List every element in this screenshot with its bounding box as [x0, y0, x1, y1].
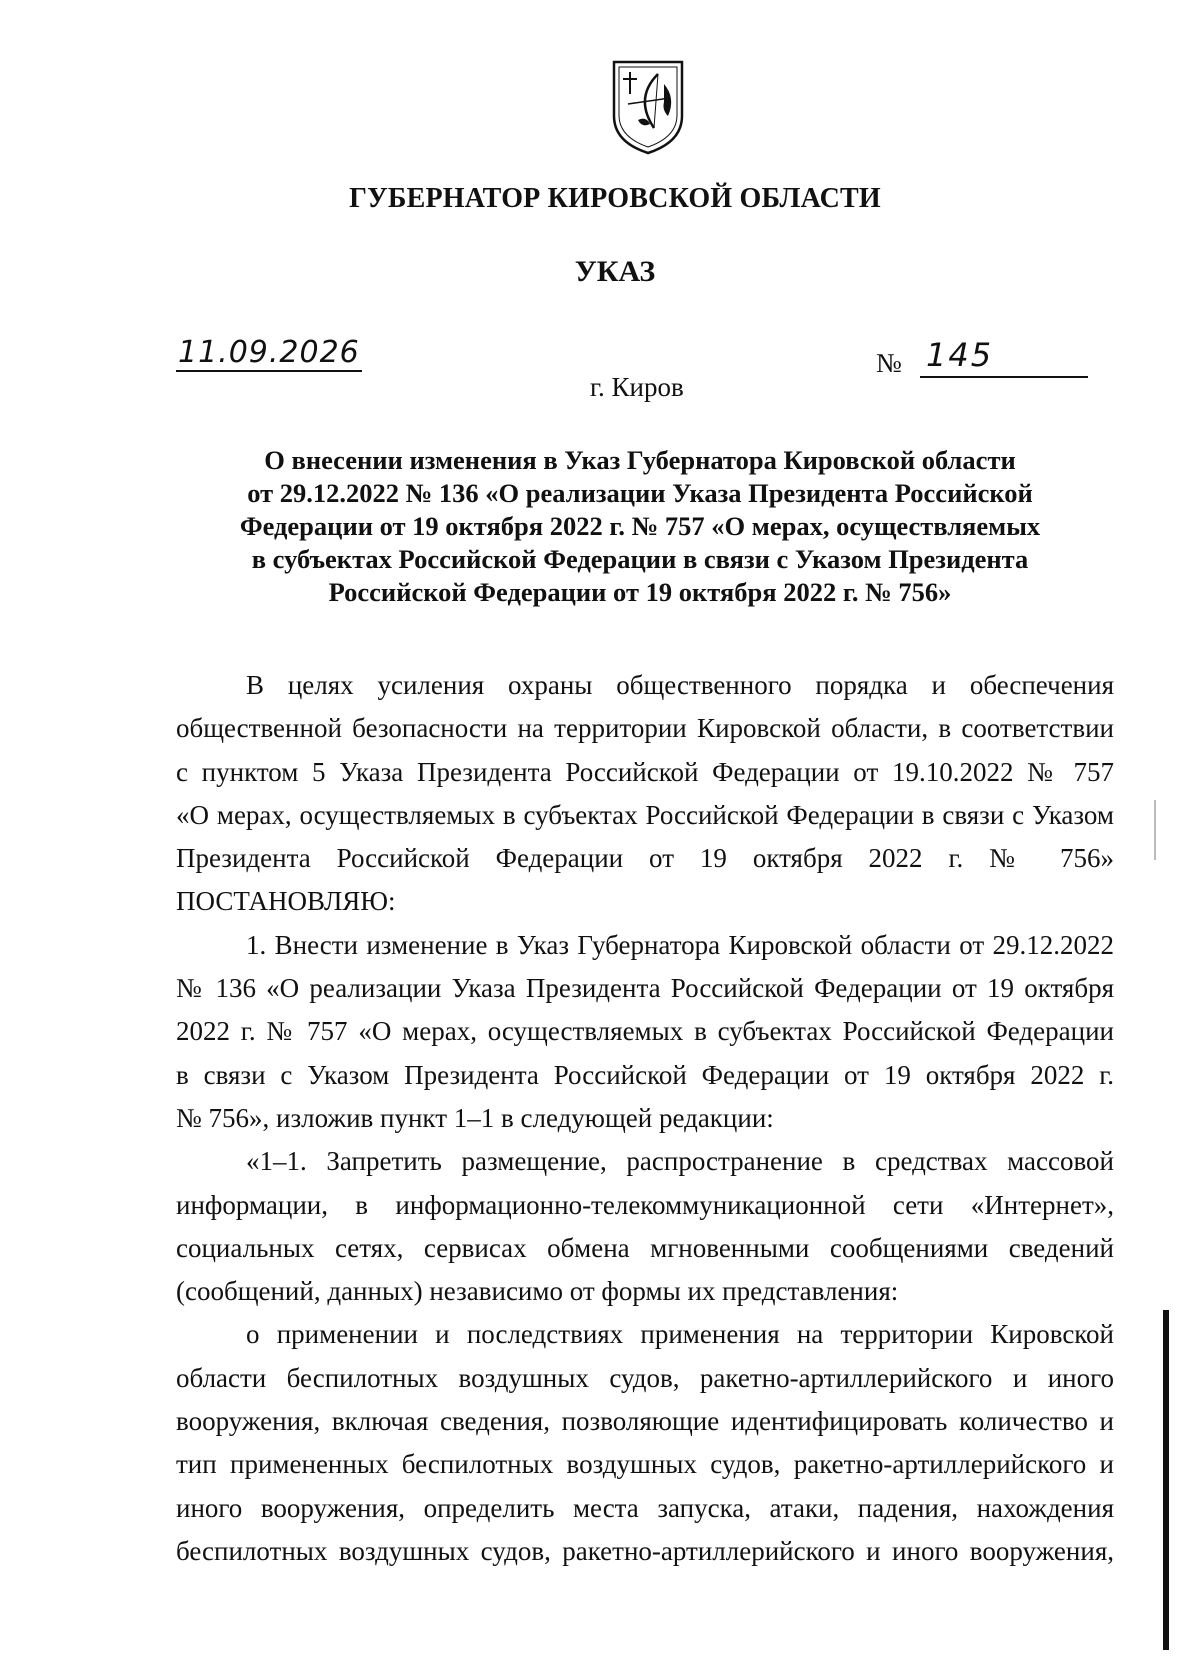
body-line: области беспилотных воздушных судов, ракетно-артиллерийского и иного: [176, 1362, 1114, 1393]
document-body: [176, 664, 1114, 1573]
body-line: беспилотных воздушных судов, ракетно-артиллерийского и иного вооружения,: [176, 1535, 1114, 1566]
number-sign: №: [876, 348, 902, 378]
body-line: информации, в информационно-телекоммуникационной сети «Интернет»,: [176, 1189, 1114, 1220]
scan-edge-bar: [1163, 1310, 1169, 1650]
body-line: № 136 «О реализации Указа Президента Российской Федерации от 19 октября: [176, 973, 1114, 1004]
body-line: о применении и последствиях применения на территории Кировской: [246, 1319, 1114, 1350]
title-line: Федерации от 19 октября 2022 г. № 757 «О мерах, осуществляемых: [239, 511, 1041, 541]
body-line: В целях усиления охраны общественного порядка и обеспечения: [246, 670, 1114, 700]
body-line: 1. Внести изменение в Указ Губернатора Кировской области от 29.12.2022: [246, 929, 1114, 960]
body-line: с пунктом 5 Указа Президента Российской Федерации от 19.10.2022 № 757: [176, 756, 1114, 787]
body-line: «1–1. Запретить размещение, распространение в средствах массовой: [246, 1146, 1114, 1177]
title-line: от 29.12.2022 № 136 «О реализации Указа Президента Российской: [247, 478, 1033, 508]
issuing-authority: ГУБЕРНАТОР КИРОВСКОЙ ОБЛАСТИ: [349, 183, 881, 214]
body-line: ПОСТАНОВЛЯЮ:: [176, 886, 396, 917]
body-line: «О мерах, осуществляемых в субъектах Российской Федерации в связи с Указом: [176, 799, 1114, 830]
body-line: тип примененных беспилотных воздушных судов, ракетно-артиллерийского и: [176, 1449, 1114, 1480]
body-line: Президента Российской Федерации от 19 октября 2022 г. № 756»: [176, 843, 1114, 874]
document-date: 11.09.2026: [178, 335, 360, 370]
body-line: социальных сетях, сервисах обмена мгновенными сообщениями сведений: [176, 1232, 1114, 1263]
kirov-oblast-coat-of-arms-icon: [610, 58, 686, 156]
body-line: общественной безопасности на территории Кировской области, в соответствии: [176, 713, 1114, 744]
title-line: О внесении изменения в Указ Губернатора Кировской области: [264, 445, 1016, 475]
document-title: [200, 444, 1080, 609]
body-line: № 756», изложив пункт 1–1 в следующей редакции:: [176, 1102, 774, 1133]
body-line: вооружения, включая сведения, позволяющие идентифицировать количество и: [176, 1406, 1114, 1437]
title-line: в субъектах Российской Федерации в связи с Указом Президента: [251, 544, 1029, 574]
body-line: 2022 г. № 757 «О мерах, осуществляемых в субъектах Российской Федерации: [176, 1016, 1114, 1047]
document-type: УКАЗ: [574, 255, 656, 288]
scan-artifact-mark: [1154, 800, 1156, 860]
body-line: иного вооружения, определить места запуска, атаки, падения, нахождения: [176, 1492, 1114, 1523]
body-line: в связи с Указом Президента Российской Федерации от 19 октября 2022 г.: [176, 1059, 1114, 1090]
title-line: Российской Федерации от 19 октября 2022 г. № 756»: [328, 577, 952, 607]
document-number: 145: [926, 336, 994, 374]
body-line: (сообщений, данных) независимо от формы их представления:: [176, 1276, 899, 1307]
city-of-issue: г. Киров: [590, 372, 684, 402]
